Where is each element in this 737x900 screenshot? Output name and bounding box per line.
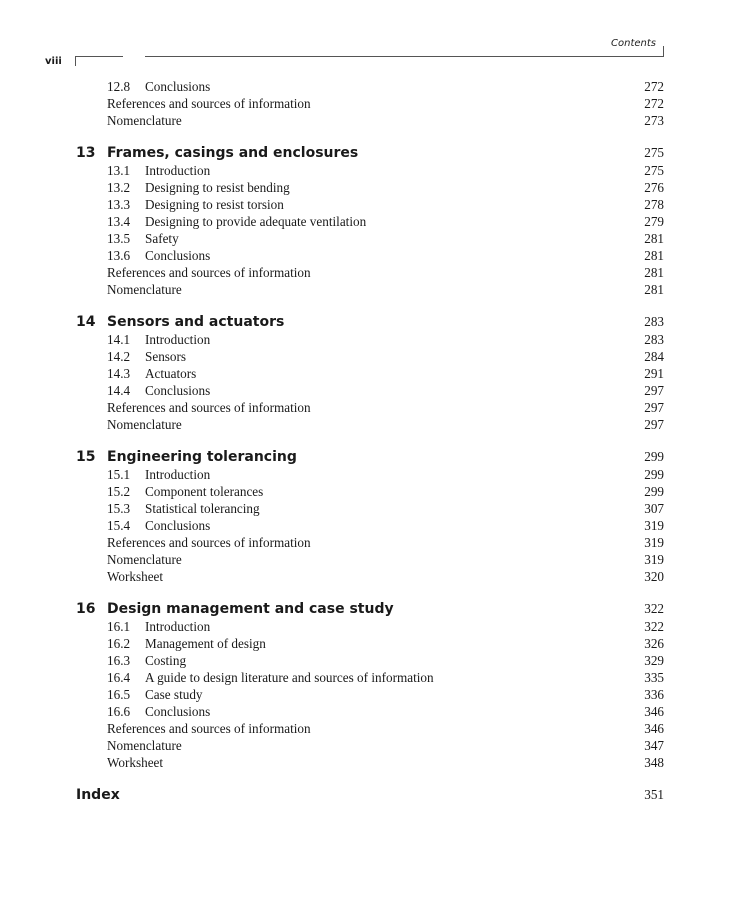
toc-section-entry[interactable] [107,635,587,652]
section-title: Safety [145,231,179,246]
section-number: 13.3 [107,197,131,212]
toc-index-entry[interactable] [76,786,596,804]
toc-backmatter-entry[interactable]: References and sources of information [107,721,311,736]
toc-backmatter-entry[interactable]: Nomenclature [107,417,182,432]
section-number: 14.4 [107,383,131,398]
running-head: Contents [611,38,656,49]
chapter-title: Index [76,787,120,803]
header-rule-right-vertical [663,46,664,57]
toc-chapter-entry[interactable] [76,448,596,466]
toc-section-entry[interactable] [107,179,587,196]
section-title: Statistical tolerancing [145,501,260,516]
toc-section-entry[interactable] [107,196,587,213]
page-number: 320 [644,569,664,584]
page-number: 279 [644,214,664,229]
page-number: 346 [644,704,664,719]
page-number: 272 [644,79,664,94]
toc-backmatter-entry[interactable]: References and sources of information [107,400,311,415]
toc-backmatter-entry[interactable]: Nomenclature [107,282,182,297]
page-number: 299 [644,449,664,464]
section-title: Introduction [145,332,211,347]
section-number: 13.4 [107,214,131,229]
chapter-title: Sensors and actuators [107,314,285,330]
section-number: 16.2 [107,636,131,651]
page-number: 346 [644,721,664,736]
chapter-title: Engineering tolerancing [107,449,297,465]
page-number: 297 [644,400,664,415]
section-title: Designing to resist torsion [145,197,284,212]
page-number: 299 [644,467,664,482]
header-rule-right [145,56,664,57]
section-number: 16.6 [107,704,131,719]
section-title: Costing [145,653,187,668]
toc-backmatter-entry[interactable]: Worksheet [107,755,164,770]
folio-page-number: viii [45,56,62,67]
page-number: 283 [644,332,664,347]
section-title: Introduction [145,619,211,634]
page-number: 336 [644,687,664,702]
toc-section-entry[interactable] [107,78,587,95]
section-number: 13.6 [107,248,131,263]
toc-section-entry[interactable] [107,162,587,179]
page-number: 275 [644,163,664,178]
page-number: 351 [644,787,664,802]
section-title: Component tolerances [145,484,264,499]
page-number: 281 [644,248,664,263]
section-number: 15.2 [107,484,131,499]
page-number: 299 [644,484,664,499]
toc-section-entry[interactable] [107,466,587,483]
page-number: 322 [644,601,664,616]
toc-section-entry[interactable] [107,348,587,365]
toc-section-entry[interactable] [107,382,587,399]
toc-section-entry[interactable] [107,365,587,382]
page-number: 284 [644,349,664,364]
section-number: 14.3 [107,366,131,381]
section-number: 15.3 [107,501,131,516]
section-number: 13.1 [107,163,131,178]
page-number: 297 [644,417,664,432]
section-title: Conclusions [145,383,211,398]
toc-section-entry[interactable] [107,213,587,230]
section-title: Management of design [145,636,266,651]
section-title: Sensors [145,349,187,364]
header-rule-left-vertical [75,56,76,66]
section-title: Designing to provide adequate ventilation [145,214,367,229]
toc-section-entry[interactable] [107,686,587,703]
page-number: 273 [644,113,664,128]
page-number: 281 [644,282,664,297]
page-number: 291 [644,366,664,381]
section-number: 15.1 [107,467,131,482]
toc-section-entry[interactable] [107,331,587,348]
section-number: 16.3 [107,653,131,668]
page-number: 297 [644,383,664,398]
page-number: 335 [644,670,664,685]
chapter-number: 14 [76,314,96,330]
toc-section-entry[interactable] [107,618,587,635]
toc-backmatter-entry[interactable]: Nomenclature [107,113,182,128]
toc-section-entry[interactable] [107,703,587,720]
toc-backmatter-entry[interactable]: Worksheet [107,569,164,584]
toc-backmatter-entry[interactable]: References and sources of information [107,265,311,280]
section-title: Conclusions [145,248,211,263]
section-number: 13.2 [107,180,131,195]
page-number: 278 [644,197,664,212]
toc-section-entry[interactable] [107,483,587,500]
section-number: 16.5 [107,687,131,702]
header-rule-left [75,56,123,57]
page-number: 272 [644,96,664,111]
toc-section-entry[interactable] [107,652,587,669]
page-number: 347 [644,738,664,753]
section-number: 14.1 [107,332,131,347]
page-number: 329 [644,653,664,668]
toc-section-entry[interactable] [107,669,587,686]
toc-section-entry[interactable] [107,517,587,534]
toc-chapter-entry[interactable] [76,313,596,331]
chapter-number: 13 [76,145,96,161]
section-number: 12.8 [107,79,131,94]
page-number: 307 [644,501,664,516]
toc-section-entry[interactable] [107,230,587,247]
toc-backmatter-entry[interactable]: References and sources of information [107,96,311,111]
section-title: Conclusions [145,704,211,719]
toc-chapter-entry[interactable] [76,144,596,162]
page-number: 276 [644,180,664,195]
section-title: A guide to design literature and sources of information [145,670,434,685]
section-number: 13.5 [107,231,131,246]
section-number: 16.1 [107,619,131,634]
toc-section-entry[interactable] [107,500,587,517]
section-number: 16.4 [107,670,131,685]
page-number: 319 [644,552,664,567]
chapter-number: 15 [76,449,96,465]
page-number: 326 [644,636,664,651]
page-number: 322 [644,619,664,634]
chapter-title: Frames, casings and enclosures [107,145,359,161]
section-title: Introduction [145,467,211,482]
section-title: Conclusions [145,518,211,533]
section-title: Case study [145,687,203,702]
page-number: 348 [644,755,664,770]
toc-backmatter-entry[interactable]: Nomenclature [107,738,182,753]
section-number: 14.2 [107,349,131,364]
page-number: 275 [644,145,664,160]
toc-section-entry[interactable] [107,247,587,264]
section-title: Introduction [145,163,211,178]
toc-chapter-entry[interactable] [76,600,596,618]
toc-backmatter-entry[interactable]: Nomenclature [107,552,182,567]
toc-backmatter-entry[interactable]: References and sources of information [107,535,311,550]
page-number: 281 [644,231,664,246]
page-number: 281 [644,265,664,280]
section-title: Conclusions [145,79,211,94]
chapter-title: Design management and case study [107,601,394,617]
section-title: Designing to resist bending [145,180,290,195]
page-number: 283 [644,314,664,329]
chapter-number: 16 [76,601,96,617]
page-number: 319 [644,518,664,533]
section-number: 15.4 [107,518,131,533]
section-title: Actuators [145,366,197,381]
page-number: 319 [644,535,664,550]
